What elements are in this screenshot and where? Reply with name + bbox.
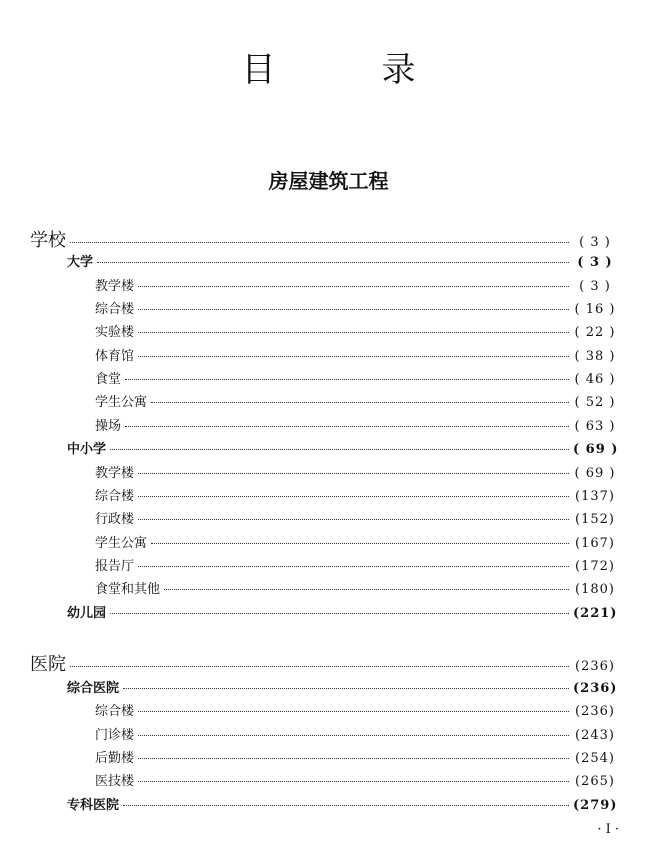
toc-entry[interactable] [95, 724, 617, 743]
toc-label: 后勤楼 [95, 751, 135, 766]
toc-entry[interactable] [95, 555, 617, 574]
toc-label: 实验楼 [95, 325, 135, 340]
toc-page: ( 3 ) [579, 235, 611, 250]
toc-page: ( 69 ) [573, 442, 619, 457]
dot-leader [138, 711, 569, 712]
dot-leader [138, 309, 569, 310]
dot-leader [70, 666, 569, 667]
toc-page: ( 69 ) [574, 466, 616, 481]
dot-leader [70, 242, 569, 243]
dot-leader [138, 735, 569, 736]
toc-entry[interactable] [67, 251, 617, 270]
toc-label: 操场 [95, 419, 122, 434]
toc-entry[interactable] [95, 747, 617, 766]
toc-label: 教学楼 [95, 279, 135, 294]
toc-label: 中小学 [67, 442, 107, 457]
toc-page: (180) [575, 582, 615, 597]
toc-page: ( 38 ) [574, 349, 616, 364]
dot-leader [110, 449, 569, 450]
dot-leader [138, 286, 569, 287]
toc-entry[interactable] [30, 650, 617, 676]
toc-page: (152) [575, 512, 615, 527]
toc-entry[interactable] [95, 770, 617, 789]
toc-entry[interactable] [95, 345, 617, 364]
dot-leader [123, 688, 569, 689]
toc-label: 专科医院 [67, 798, 120, 813]
toc-label: 学生公寓 [95, 536, 148, 551]
toc-page: ( 16 ) [574, 302, 616, 317]
toc-entry[interactable] [30, 226, 617, 252]
toc-label: 医院 [30, 654, 66, 675]
toc-entry[interactable] [95, 275, 617, 294]
dot-leader [138, 332, 569, 333]
toc-page: (167) [575, 536, 615, 551]
toc-page: ( 46 ) [574, 372, 616, 387]
toc-label: 报告厅 [95, 559, 135, 574]
dot-leader [138, 566, 569, 567]
dot-leader [151, 402, 569, 403]
toc-page: ( 3 ) [579, 279, 611, 294]
toc-label: 食堂和其他 [95, 582, 161, 597]
page-number: · I · [597, 822, 619, 837]
toc-label: 食堂 [95, 372, 122, 387]
toc-label: 体育馆 [95, 349, 135, 364]
dot-leader [138, 519, 569, 520]
page-title: 目 录 [241, 50, 452, 90]
toc-page: ( 3 ) [577, 255, 613, 270]
dot-leader [164, 589, 569, 590]
toc-page: ( 52 ) [574, 395, 616, 410]
toc-entry[interactable] [67, 794, 617, 813]
toc-label: 综合医院 [67, 681, 120, 696]
dot-leader [138, 473, 569, 474]
toc-entry[interactable] [95, 298, 617, 317]
toc-entry[interactable] [95, 700, 617, 719]
dot-leader [123, 805, 569, 806]
dot-leader [125, 426, 569, 427]
dot-leader [138, 758, 569, 759]
dot-leader [138, 496, 569, 497]
toc-entry[interactable] [67, 438, 617, 457]
toc-page: (236) [575, 704, 615, 719]
toc-label: 综合楼 [95, 302, 135, 317]
toc-entry[interactable] [95, 368, 617, 387]
toc-entry[interactable] [95, 485, 617, 504]
toc-entry[interactable] [67, 677, 617, 696]
toc-entry[interactable] [67, 602, 617, 621]
toc-page: (265) [575, 774, 615, 789]
toc-label: 幼儿园 [67, 606, 107, 621]
toc-label: 医技楼 [95, 774, 135, 789]
toc-label: 行政楼 [95, 512, 135, 527]
dot-leader [138, 781, 569, 782]
dot-leader [125, 379, 569, 380]
dot-leader [97, 262, 569, 263]
toc-label: 综合楼 [95, 489, 135, 504]
toc-page: (236) [575, 659, 615, 674]
toc-label: 教学楼 [95, 466, 135, 481]
toc-page: (243) [575, 728, 615, 743]
dot-leader [110, 613, 569, 614]
toc-entry[interactable] [95, 391, 617, 410]
toc-page: ( 63 ) [574, 419, 616, 434]
toc-page: (172) [575, 559, 615, 574]
toc-page: (137) [575, 489, 615, 504]
toc-entry[interactable] [95, 508, 617, 527]
toc-label: 学生公寓 [95, 395, 148, 410]
toc-entry[interactable] [95, 462, 617, 481]
toc-label: 学校 [30, 230, 66, 251]
dot-leader [151, 543, 569, 544]
toc-entry[interactable] [95, 415, 617, 434]
toc-entry[interactable] [95, 578, 617, 597]
toc-page: (254) [575, 751, 615, 766]
toc-label: 大学 [67, 255, 94, 270]
dot-leader [138, 356, 569, 357]
section-title: 房屋建筑工程 [268, 169, 389, 193]
toc-entry[interactable] [95, 321, 617, 340]
toc-entry[interactable] [95, 532, 617, 551]
toc-page: (221) [573, 606, 618, 621]
toc-page: ( 22 ) [574, 325, 616, 340]
toc-label: 综合楼 [95, 704, 135, 719]
toc-page: (236) [573, 681, 618, 696]
toc-page: (279) [573, 798, 618, 813]
toc-label: 门诊楼 [95, 728, 135, 743]
